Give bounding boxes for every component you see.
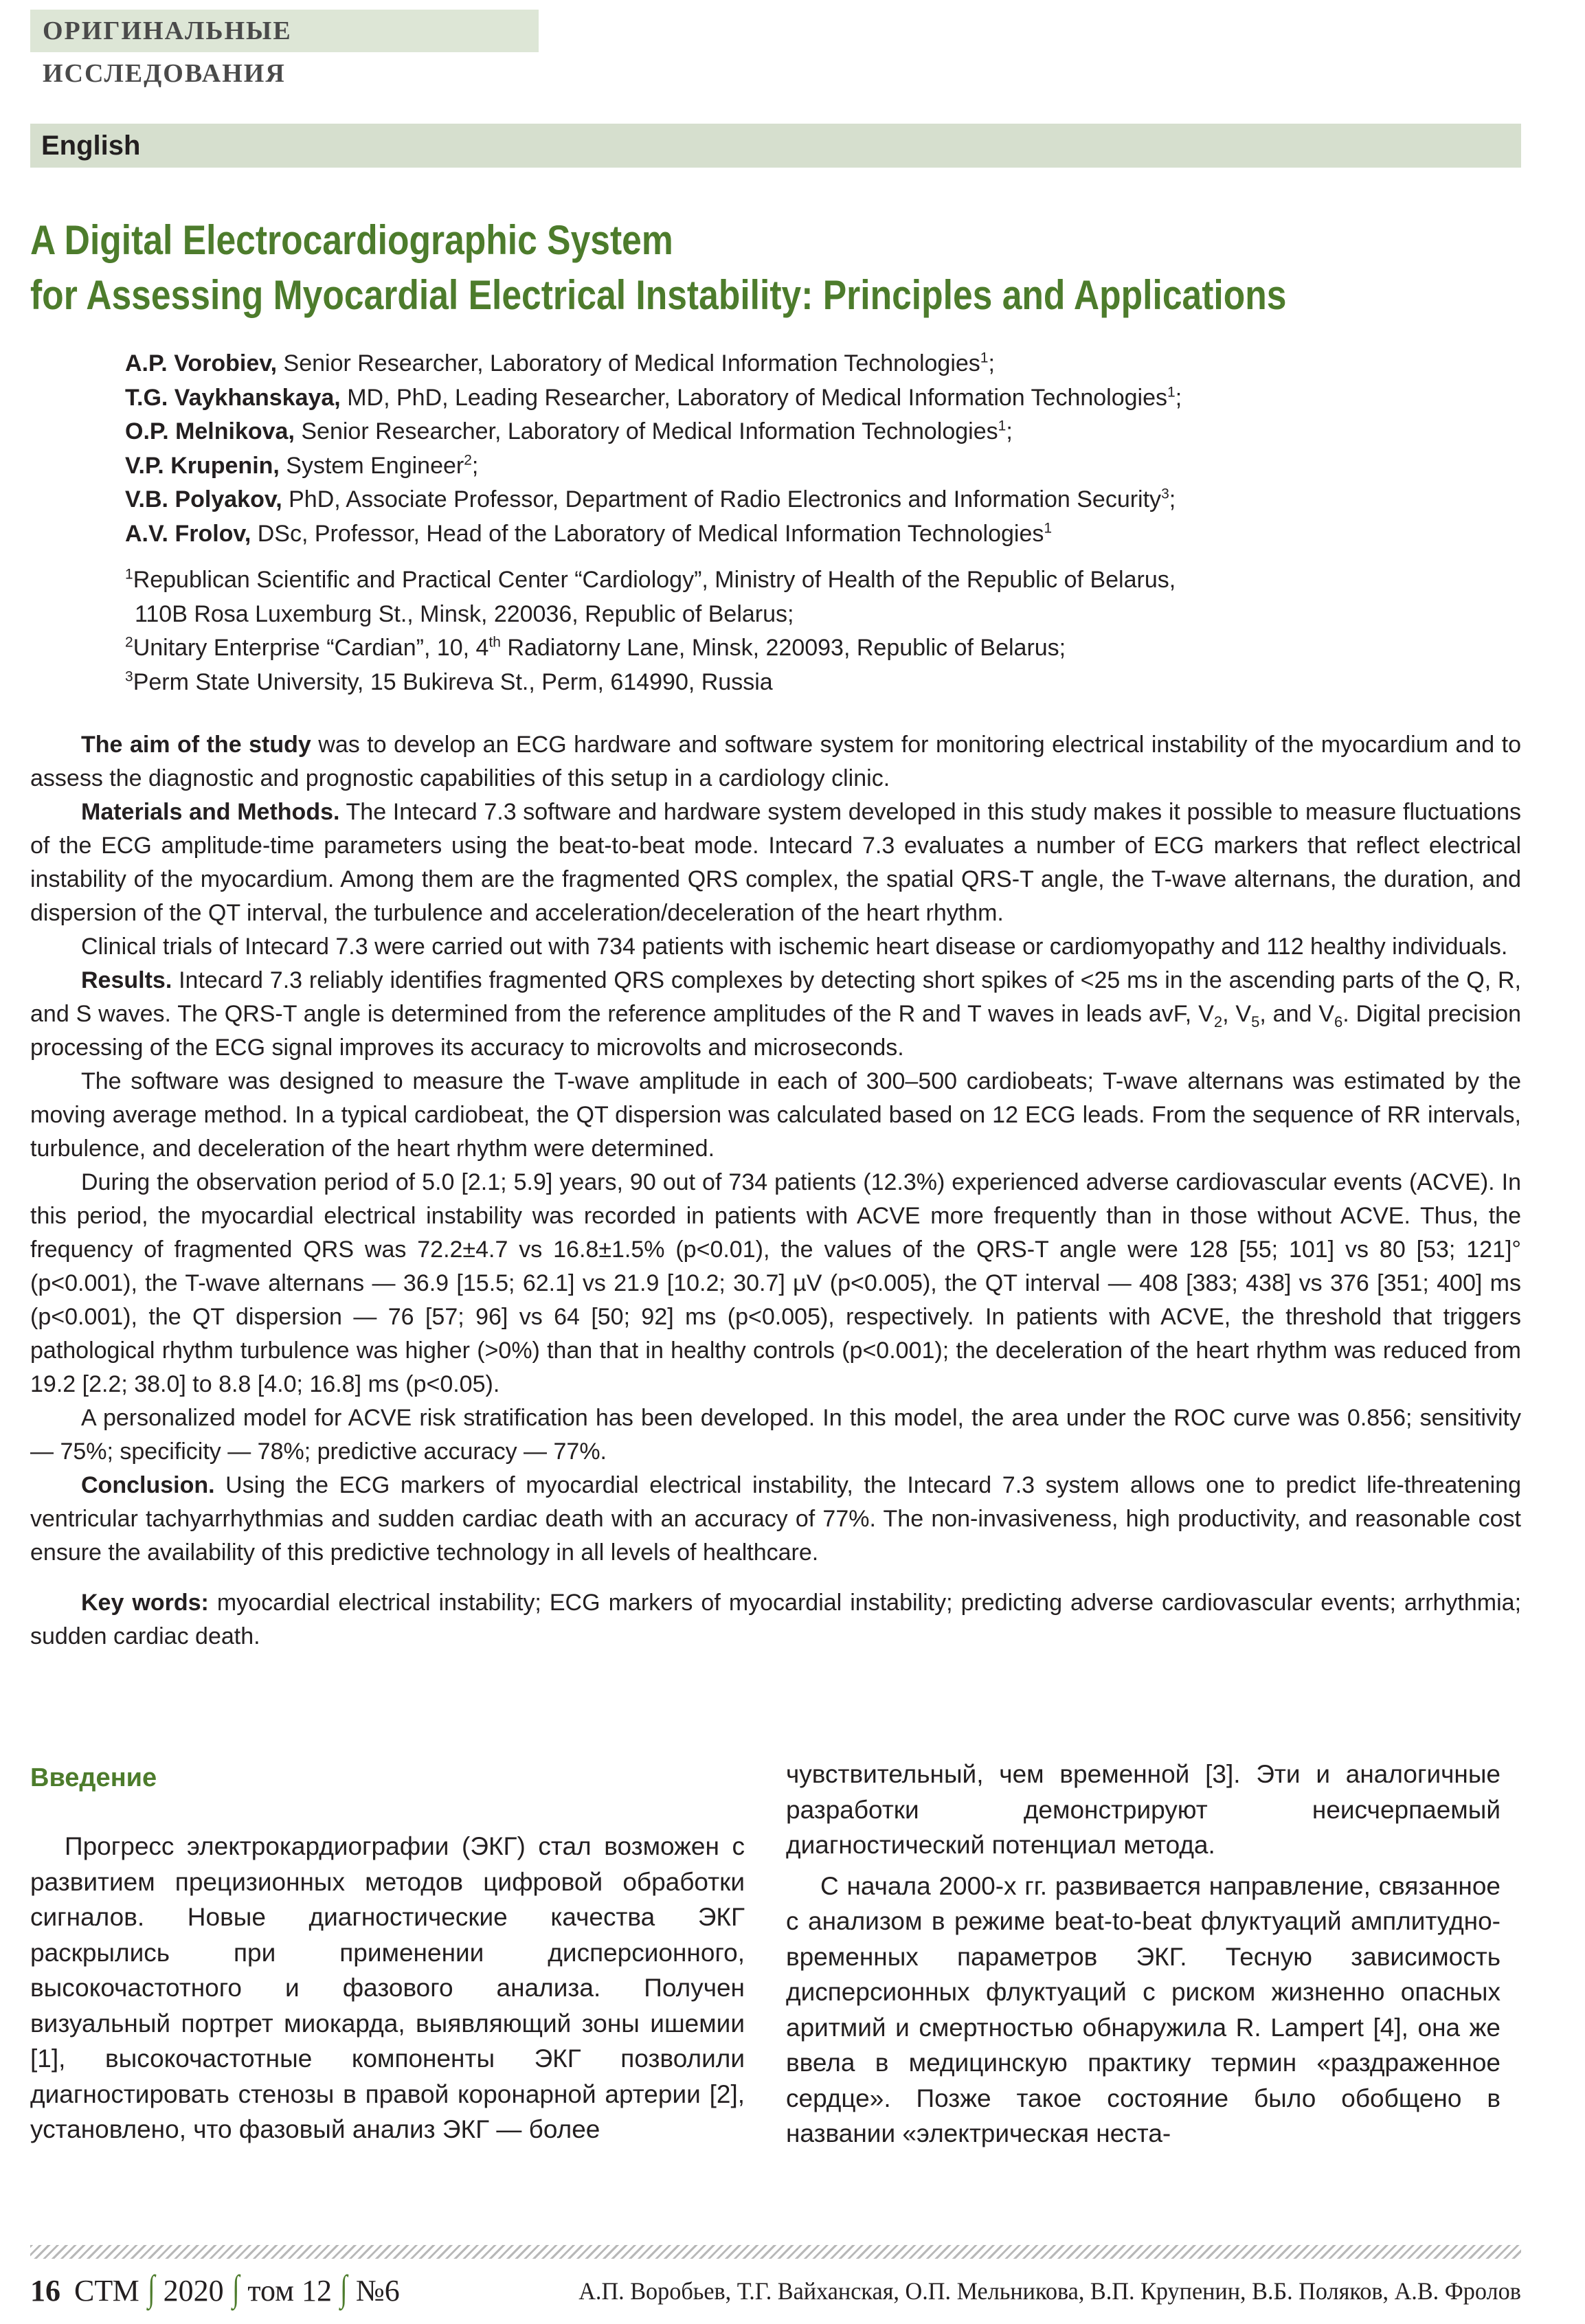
conclusion-text: Using the ECG markers of myocardial electrical instability, the Intecard 7.3 system allows one to predict life-threatening ventricular tachyarrhythmias and sudden cardiac death with an accuracy of 77%. The non-invasiveness, high productivity, and reasonable cost ensure the availability of this predictive technology in all levels of healthcare. [30,1472,1521,1566]
methods-label: Materials and Methods. [81,799,340,825]
article-title [30,213,1287,323]
author-description: PhD, Associate Professor, Department of Radio Electronics and Information Security [282,486,1162,512]
lead-subscript: 5 [1251,1013,1260,1030]
author-line [125,517,1499,552]
author-line-end: ; [1169,486,1176,512]
intro-paragraph: С начала 2000-х гг. развивается направление, связанное с анализом в режиме beat-to-beat флуктуаций амплитудно-временных параметров ЭКГ. Тесную зависимость дисперсионных флуктуаций с риском жизненно опасных аритмий и смертностью обнаружила R. Lampert [4], она же ввела в медицинскую практику термин «раздраженное сердце». Позже такое состояние было обобщено в названии «электрическая неста- [786,1871,1500,2147]
affiliation-text: Perm State University, 15 Bukireva St., Perm, 614990, Russia [133,668,773,695]
author-description: System Engineer [279,452,464,479]
affiliation-list [125,563,1499,699]
results-label: Results. [81,967,172,993]
author-line [125,483,1499,517]
abstract-results [30,964,1521,1065]
abstract-conclusion [30,1469,1521,1570]
right-column [786,1757,1500,2152]
results-text: , and V [1259,1001,1334,1027]
intro-heading: Введение [30,1763,157,1792]
conclusion-label: Conclusion. [81,1472,215,1498]
title-line-1: A Digital Electrocardiographic System [30,217,673,263]
affiliation-text: Republican Scientific and Practical Center “Cardiology”, Ministry of Health of the Republic of Belarus, [133,567,1176,593]
intro-paragraph-continued: чувствительный, чем временной [3]. Эти и аналогичные разработки демонстрируют неисчерпаемый диагностический потенциал метода. [786,1760,1500,1859]
page-number: 16 [30,2274,60,2308]
aim-label: The aim of the study [81,732,311,758]
left-column [30,1829,745,2147]
affiliation-text: Unitary Enterprise “Cardian”, 10, 4 [133,635,489,661]
footer-divider [30,2245,1521,2259]
journal-issue: №6 [355,2274,400,2308]
affiliation-marker: 1 [1167,384,1176,401]
language-bar: English [30,124,1521,168]
affiliation-3 [125,666,1499,700]
affiliation-marker: 1 [998,418,1007,434]
author-description: Senior Researcher, Laboratory of Medical Information Technologies [294,418,998,444]
author-name: V.B. Polyakov, [125,486,282,512]
section-tag: ОРИГИНАЛЬНЫЕ ИССЛЕДОВАНИЯ [30,10,539,52]
abstract-methods [30,796,1521,930]
author-name: O.P. Melnikova, [125,418,295,444]
author-line [125,347,1499,381]
author-list [125,347,1499,551]
journal-volume: том 12 [247,2274,333,2308]
author-line-end: ; [1006,418,1013,444]
author-line [125,415,1499,449]
author-line-end: ; [1175,384,1182,411]
lead-subscript: 6 [1334,1013,1343,1030]
title-line-2: for Assessing Myocardial Electrical Instability: Principles and Applications [30,272,1287,318]
footer-journal-info [30,2264,400,2315]
author-description: DSc, Professor, Head of the Laboratory of Medical Information Technologies [251,520,1044,547]
abstract [30,728,1521,1654]
integral-separator-icon: ∫ [148,2268,155,2309]
author-line-end: ; [471,452,479,479]
author-line [125,381,1499,416]
footer-authors: А.П. Воробьев, Т.Г. Вайханская, О.П. Мельникова, В.П. Крупенин, В.Б. Поляков, А.В. Фролов [578,2277,1521,2305]
affiliation-1-continued: 110B Rosa Luxemburg St., Minsk, 220036, Republic of Belarus; [135,600,794,627]
abstract-model: A personalized model for ACVE risk stratification has been developed. In this model, the area under the ROC curve was 0.856; sensitivity — 75%; specificity — 78%; predictive accuracy — 77%. [30,1405,1521,1465]
affiliation-2 [125,631,1499,666]
author-description: MD, PhD, Leading Researcher, Laboratory of Medical Information Technologies [340,384,1168,411]
affiliation-marker: 1 [1044,520,1053,537]
results-text: Intecard 7.3 reliably identifies fragmented QRS complexes by detecting short spikes of <25 ms in the ascending parts of the Q, R, and S waves. The QRS-T angle is determined from the reference amplitudes of the R and T waves in leads avF, V [30,967,1521,1027]
methods-text: The Intecard 7.3 software and hardware system developed in this study makes it possible to measure fluctuations of the ECG amplitude-time parameters using the beat-to-beat mode. Intecard 7.3 evaluates a number of ECG markers that reflect electrical instability of the myocardium. Among them are the fragmented QRS complex, the spatial QRS-T angle, the T-wave alternans, the duration, and dispersion of the QT interval, the turbulence and acceleration/deceleration of the heart rhythm. [30,799,1521,926]
author-line-end: ; [988,350,995,376]
author-name: T.G. Vaykhanskaya, [125,384,341,411]
intro-paragraph: Прогресс электрокардиографии (ЭКГ) стал возможен с развитием прецизионных методов цифровой обработки сигналов. Новые диагностические качества ЭКГ раскрылись при применении дисперсионного, высокочастотного и фазового анализа. Получен визуальный портрет миокарда, выявляющий зоны ишемии [1], высокочастотные компоненты ЭКГ позволили диагностировать стенозы в правой коронарной артерии [2], установлено, что фазовый анализ ЭКГ — более [30,1832,745,2143]
lead-subscript: 2 [1213,1013,1223,1030]
author-name: V.P. Krupenin, [125,452,280,479]
affiliation-marker: 1 [125,566,133,583]
author-description: Senior Researcher, Laboratory of Medical Information Technologies [277,350,980,376]
affiliation-marker: 1 [980,350,989,366]
abstract-software: The software was designed to measure the T-wave amplitude in each of 300–500 cardiobeats; T-wave alternans was estimated by the moving average method. In a typical cardiobeat, the QT dispersion was calculated based on 12 ECG leads. From the sequence of RR intervals, turbulence, and deceleration of the heart rhythm were determined. [30,1068,1521,1162]
affiliation-marker: 3 [1161,486,1169,502]
journal-name: СТМ [74,2274,139,2308]
integral-separator-icon: ∫ [232,2268,240,2309]
results-text: , V [1222,1001,1252,1027]
abstract-trials: Clinical trials of Intecard 7.3 were carried out with 734 patients with ischemic heart disease or cardiomyopathy and 112 healthy individuals. [81,934,1508,960]
abstract-observation: During the observation period of 5.0 [2.1; 5.9] years, 90 out of 734 patients (12.3%) experienced adverse cardiovascular events (ACVE). In this period, the myocardial electrical instability was recorded in patients with ACVE more frequently than in those without ACVE. Thus, the frequency of fragmented QRS was 72.2±4.7 vs 16.8±1.5% (p<0.01), the values of the QRS-T angle were 128 [55; 101] vs 80 [53; 121]° (p<0.001), the T-wave alternans — 36.9 [15.5; 62.1] vs 21.9 [10.2; 30.7] µV (p<0.005), the QT interval — 408 [383; 438] vs 376 [351; 400] ms (p<0.001), the QT dispersion — 76 [57; 96] vs 64 [50; 92] ms (p<0.005), respectively. In patients with ACVE, the threshold that triggers pathological rhythm turbulence was higher (>0%) than that in healthy controls (p<0.001); the deceleration of the heart rhythm was reduced from 19.2 [2.2; 38.0] to 8.8 [4.0; 16.8] ms (p<0.05). [30,1169,1521,1397]
abstract-aim [30,728,1521,796]
author-line [125,449,1499,484]
affiliation-1 [125,563,1499,598]
affiliation-marker: 3 [125,668,133,685]
keywords-label: Key words: [81,1590,209,1616]
aim-text: was to develop an ECG hardware and software system for monitoring electrical instability of the myocardium and to assess the diagnostic and prognostic capabilities of this setup in a cardiology clinic. [30,732,1521,791]
keywords-text: myocardial electrical instability; ECG markers of myocardial instability; predicting adverse cardiovascular events; arrhythmia; sudden cardiac death. [30,1590,1522,1649]
ordinal-suffix: th [488,634,501,651]
affiliation-text: Radiatorny Lane, Minsk, 220093, Republic of Belarus; [500,635,1066,661]
abstract-keywords [30,1586,1521,1654]
integral-separator-icon: ∫ [340,2268,348,2309]
affiliation-marker: 2 [125,634,133,651]
journal-year: 2020 [163,2274,224,2308]
affiliation-marker: 2 [464,452,472,469]
results-text: . Digital precision processing of the ECG signal improves its accuracy to microvolts and microseconds. [30,1001,1521,1061]
author-name: A.V. Frolov, [125,520,251,547]
author-name: A.P. Vorobiev, [125,350,278,376]
